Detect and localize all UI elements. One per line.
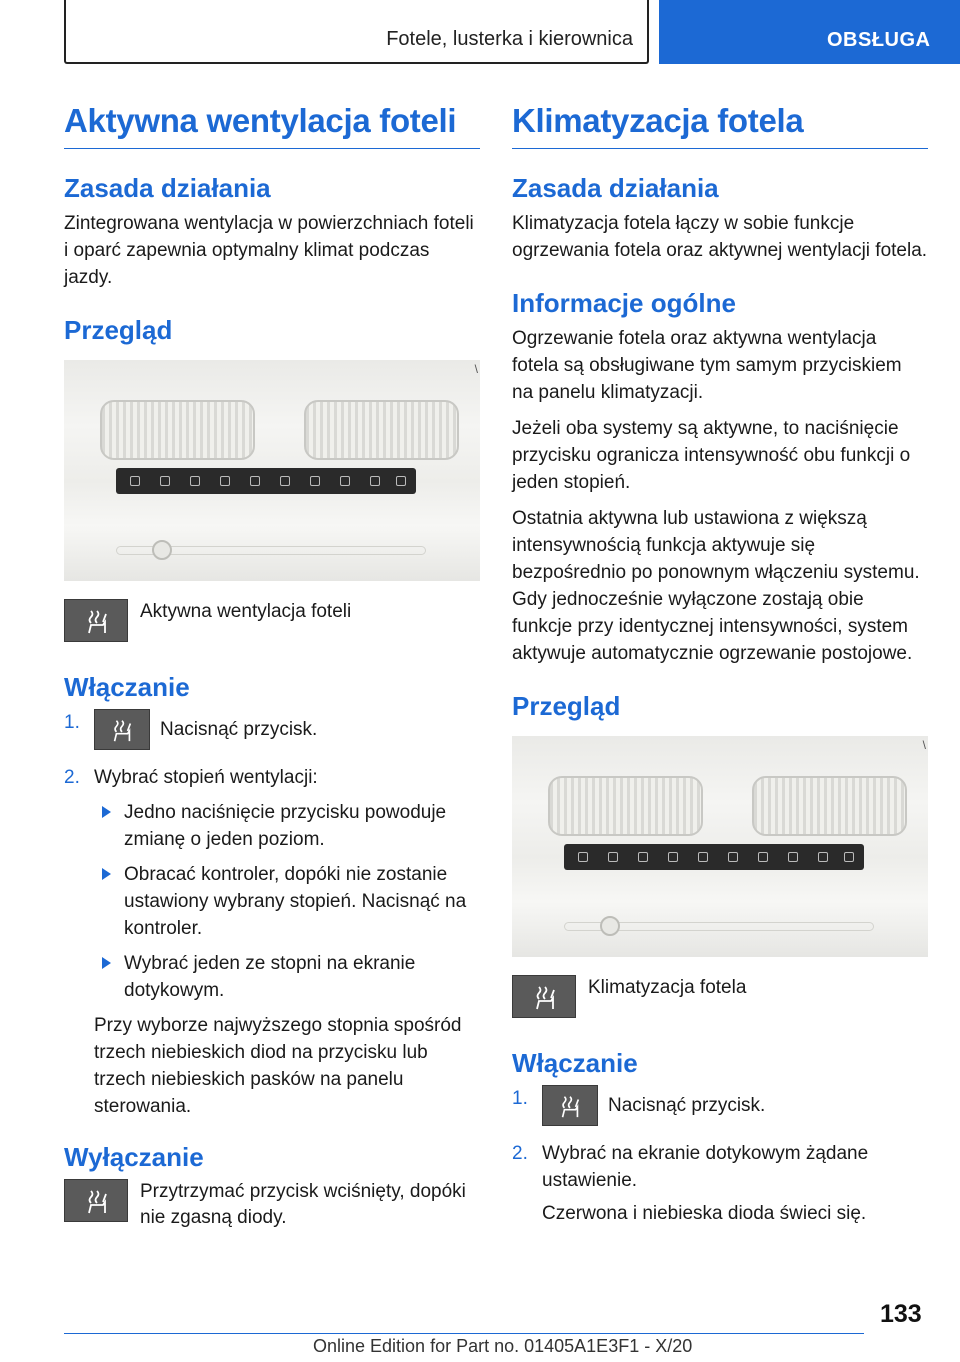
right-column <box>512 102 928 1233</box>
left-caption-text: Aktywna wentylacja foteli <box>140 601 352 622</box>
header-chapter-box <box>64 0 649 64</box>
bullet-text: Obracać kontroler, dopóki nie zostanie ustawiony wybrany stopień. Nacisnąć na kontroler. <box>124 864 467 939</box>
step-text: Nacisnąć przycisk. <box>608 1095 766 1116</box>
left-title: Aktywna wentylacja foteli <box>64 102 480 149</box>
triangle-bullet-icon <box>102 868 111 880</box>
list-item <box>94 950 480 1004</box>
list-item <box>94 861 480 942</box>
step-number: 1. <box>512 1088 528 1109</box>
photo-mark: \ <box>474 362 478 376</box>
list-item <box>64 764 480 1004</box>
bullet-list <box>94 799 480 1004</box>
step-text: Wybrać na ekranie dotykowym żądane ustawienie. <box>542 1143 869 1191</box>
right-general-heading: Informacje ogólne <box>512 288 736 318</box>
triangle-bullet-icon <box>102 957 111 969</box>
air-vent-left <box>100 400 255 460</box>
step-number: 1. <box>64 712 80 733</box>
list-item <box>94 799 480 853</box>
left-overview-heading: Przegląd <box>64 315 173 345</box>
left-off-row <box>64 1179 480 1231</box>
left-column <box>64 102 480 1231</box>
right-on-heading: Włączanie <box>512 1048 638 1078</box>
right-steps <box>512 1085 928 1194</box>
seat-ventilation-icon <box>64 599 128 642</box>
step-text: Wybrać stopień wentylacji: <box>94 767 318 788</box>
seat-climate-icon <box>542 1085 598 1126</box>
right-title: Klimatyzacja fotela <box>512 102 928 149</box>
right-caption <box>512 975 928 1018</box>
seat-ventilation-icon <box>64 1179 128 1222</box>
climate-panel-photo <box>64 360 480 581</box>
rotary-knob <box>600 916 620 936</box>
left-principle-heading: Zasada działania <box>64 173 271 203</box>
left-note: Przy wyborze najwyższego stopnia spośród trzech niebieskich diod na przycisku lub trzech niebieskich pasków na panelu sterowania. <box>94 1015 462 1117</box>
bullet-text: Wybrać jeden ze stopni na ekranie dotykowym. <box>124 953 416 1001</box>
list-item <box>64 709 480 758</box>
seat-climate-icon <box>512 975 576 1018</box>
step-text: Nacisnąć przycisk. <box>160 719 318 740</box>
left-on-heading: Włączanie <box>64 672 190 702</box>
right-overview-heading: Przegląd <box>512 691 621 721</box>
right-general-paragraph: Jeżeli oba systemy są aktywne, to naciśnięcie przycisku ogranicza intensywność obu funkcji o jeden stopień. <box>512 418 911 493</box>
right-general-paragraph: Ostatnia aktywna lub ustawiona z większą intensywnością funkcja aktywuje się bezpośrednio po ponownym włączeniu systemu. Gdy jednocześnie wyłączone zostają obie funkcje przy identycznej intensywności, system aktywuje automatycznie ogrzewanie postojowe. <box>512 508 920 664</box>
step-number: 2. <box>64 767 80 788</box>
left-principle-text: Zintegrowana wentylacja w powierzchniach foteli i oparć zapewnia optymalny klimat podczas jazdy. <box>64 213 474 288</box>
climate-control-panel <box>116 468 416 494</box>
climate-control-panel <box>564 844 864 870</box>
left-caption <box>64 599 480 642</box>
left-off-text: Przytrzymać przycisk wciśnięty, dopóki nie zgasną diody. <box>140 1181 466 1228</box>
triangle-bullet-icon <box>102 806 111 818</box>
header-section: OBSŁUGA <box>827 29 931 51</box>
footer-divider <box>64 1333 864 1334</box>
right-principle-text: Klimatyzacja fotela łączy w sobie funkcje ogrzewania fotela oraz aktywnej wentylacji fotela. <box>512 213 928 261</box>
seat-ventilation-icon <box>94 709 150 750</box>
air-vent-left <box>548 776 703 836</box>
left-steps <box>64 709 480 1004</box>
list-item <box>512 1085 928 1134</box>
air-vent-right <box>752 776 907 836</box>
footer-edition: Online Edition for Part no. 01405A1E3F1 - X/20 <box>313 1336 693 1356</box>
photo-mark: \ <box>922 738 926 752</box>
right-general-paragraph: Ogrzewanie fotela oraz aktywna wentylacja fotela są obsługiwane tym samym przyciskiem na panelu klimatyzacji. <box>512 328 902 403</box>
page-number: 133 <box>880 1300 922 1328</box>
climate-panel-photo <box>512 736 928 957</box>
bullet-text: Jedno naciśnięcie przycisku powoduje zmianę o jeden poziom. <box>124 802 447 850</box>
header-chapter: Fotele, lusterka i kierownica <box>386 28 633 50</box>
rotary-knob <box>152 540 172 560</box>
left-off-heading: Wyłączanie <box>64 1142 204 1172</box>
list-item <box>512 1140 928 1194</box>
right-caption-text: Klimatyzacja fotela <box>588 977 747 998</box>
right-principle-heading: Zasada działania <box>512 173 719 203</box>
air-vent-right <box>304 400 459 460</box>
step-number: 2. <box>512 1143 528 1164</box>
right-step-note: Czerwona i niebieska dioda świeci się. <box>542 1203 867 1224</box>
header-section-tab <box>659 0 960 64</box>
